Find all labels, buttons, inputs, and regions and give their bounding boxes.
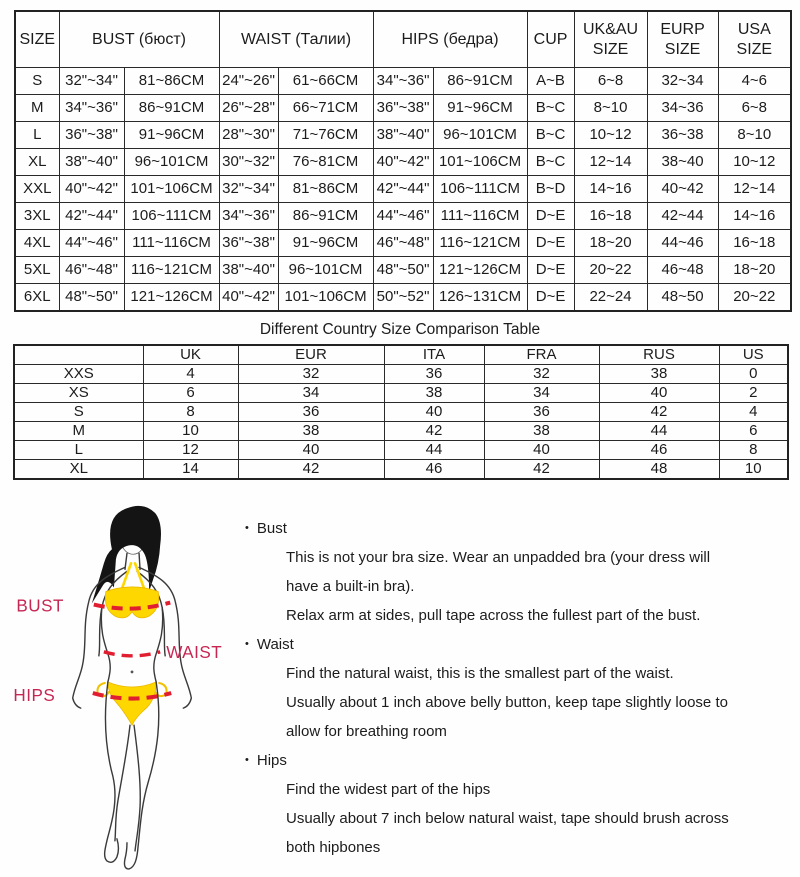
size-table-header-row bbox=[15, 11, 791, 68]
guide-text-line: Usually about 7 inch below natural waist, tape should brush across bbox=[286, 810, 729, 827]
size-cell-hips-in: 40"~42" bbox=[373, 149, 433, 176]
size-cell-usa: 4~6 bbox=[718, 68, 791, 95]
size-cell-hips-in: 36"~38" bbox=[373, 95, 433, 122]
waist-measure-line bbox=[104, 652, 160, 656]
comparison-cell: 14 bbox=[143, 460, 238, 480]
comparison-header-row bbox=[14, 345, 788, 365]
comparison-size-label: M bbox=[14, 422, 143, 441]
comparison-table-title: Different Country Size Comparison Table bbox=[259, 321, 541, 338]
size-cell-eurp: 42~44 bbox=[647, 203, 718, 230]
bullet-icon: • bbox=[245, 522, 249, 534]
size-cell-size: M bbox=[15, 95, 59, 122]
guide-item-waist bbox=[240, 630, 796, 746]
size-table-row bbox=[15, 122, 791, 149]
guide-label-text: Hips bbox=[256, 752, 287, 769]
comparison-cell: 38 bbox=[484, 422, 599, 441]
comparison-cell: 40 bbox=[384, 403, 484, 422]
size-cell-hips-cm: 106~111CM bbox=[433, 176, 527, 203]
size-cell-cup: D~E bbox=[527, 203, 574, 230]
size-cell-eurp: 40~42 bbox=[647, 176, 718, 203]
comparison-cell: 36 bbox=[384, 365, 484, 384]
size-cell-hips-cm: 101~106CM bbox=[433, 149, 527, 176]
comparison-col-ita: ITA bbox=[384, 345, 484, 365]
size-table-row bbox=[15, 257, 791, 284]
size-cell-waist-in: 24"~26" bbox=[219, 68, 278, 95]
comparison-col-blank bbox=[14, 345, 143, 365]
size-cell-hips-in: 46"~48" bbox=[373, 230, 433, 257]
size-cell-eurp: 34~36 bbox=[647, 95, 718, 122]
bikini-bottom bbox=[108, 682, 156, 725]
comparison-cell: 8 bbox=[719, 441, 788, 460]
measurement-figure bbox=[8, 503, 250, 873]
comparison-size-label: XXS bbox=[14, 365, 143, 384]
size-cell-cup: B~C bbox=[527, 95, 574, 122]
comparison-cell: 36 bbox=[238, 403, 384, 422]
comparison-cell: 34 bbox=[484, 384, 599, 403]
size-cell-uk-au: 12~14 bbox=[574, 149, 647, 176]
torso-right bbox=[154, 608, 163, 682]
comparison-col-rus: RUS bbox=[599, 345, 719, 365]
size-cell-waist-in: 32"~34" bbox=[219, 176, 278, 203]
guide-text-line: both hipbones bbox=[286, 839, 381, 856]
guide-label-text: Bust bbox=[256, 520, 287, 537]
guide-item-hips bbox=[240, 746, 796, 862]
size-cell-eurp: 48~50 bbox=[647, 284, 718, 312]
size-cell-uk-au: 8~10 bbox=[574, 95, 647, 122]
size-cell-cup: A~B bbox=[527, 68, 574, 95]
bikini-top bbox=[105, 587, 158, 618]
comparison-cell: 46 bbox=[599, 441, 719, 460]
size-cell-hips-in: 38"~40" bbox=[373, 122, 433, 149]
comparison-cell: 12 bbox=[143, 441, 238, 460]
size-cell-eurp: 32~34 bbox=[647, 68, 718, 95]
size-cell-size: 5XL bbox=[15, 257, 59, 284]
size-table-row bbox=[15, 95, 791, 122]
size-cell-waist-cm: 96~101CM bbox=[278, 257, 373, 284]
navel-dot bbox=[131, 671, 134, 674]
size-cell-hips-in: 44"~46" bbox=[373, 203, 433, 230]
size-cell-usa: 10~12 bbox=[718, 149, 791, 176]
size-cell-waist-cm: 61~66CM bbox=[278, 68, 373, 95]
hips-label: HIPS bbox=[13, 686, 56, 706]
guide-text-line: allow for breathing room bbox=[286, 723, 447, 740]
comparison-cell: 38 bbox=[384, 384, 484, 403]
guide-label-hips bbox=[240, 746, 796, 775]
comparison-cell: 4 bbox=[719, 403, 788, 422]
bullet-icon: • bbox=[245, 754, 249, 766]
size-cell-waist-cm: 76~81CM bbox=[278, 149, 373, 176]
col-waist: WAIST (Талии) bbox=[219, 11, 373, 68]
comparison-row bbox=[14, 384, 788, 403]
col-hips: HIPS (бедра) bbox=[373, 11, 527, 68]
size-cell-hips-cm: 126~131CM bbox=[433, 284, 527, 312]
size-cell-eurp: 44~46 bbox=[647, 230, 718, 257]
size-cell-eurp: 36~38 bbox=[647, 122, 718, 149]
comparison-cell: 8 bbox=[143, 403, 238, 422]
comparison-cell: 42 bbox=[238, 460, 384, 480]
guide-item-bust bbox=[240, 514, 796, 630]
size-cell-waist-in: 40"~42" bbox=[219, 284, 278, 312]
comparison-cell: 4 bbox=[143, 365, 238, 384]
guide-text-line: Find the widest part of the hips bbox=[286, 781, 491, 798]
size-cell-usa: 6~8 bbox=[718, 95, 791, 122]
left-leg-outline bbox=[105, 682, 119, 862]
size-cell-bust-in: 34"~36" bbox=[59, 95, 124, 122]
size-cell-usa: 18~20 bbox=[718, 257, 791, 284]
comparison-cell: 32 bbox=[238, 365, 384, 384]
size-table-row bbox=[15, 230, 791, 257]
col-size: SIZE bbox=[15, 11, 59, 68]
comparison-cell: 44 bbox=[384, 441, 484, 460]
size-cell-bust-cm: 116~121CM bbox=[124, 257, 219, 284]
size-table-row bbox=[15, 284, 791, 312]
guide-label-waist bbox=[240, 630, 796, 659]
size-cell-cup: D~E bbox=[527, 230, 574, 257]
comparison-table bbox=[13, 344, 789, 480]
comparison-row bbox=[14, 422, 788, 441]
size-cell-size: XXL bbox=[15, 176, 59, 203]
size-cell-hips-cm: 111~116CM bbox=[433, 203, 527, 230]
comparison-cell: 40 bbox=[599, 384, 719, 403]
size-cell-bust-in: 44"~46" bbox=[59, 230, 124, 257]
size-cell-hips-in: 50"~52" bbox=[373, 284, 433, 312]
size-cell-bust-cm: 96~101CM bbox=[124, 149, 219, 176]
body-sketch-illustration bbox=[8, 503, 250, 873]
size-cell-cup: B~C bbox=[527, 149, 574, 176]
size-cell-bust-in: 32"~34" bbox=[59, 68, 124, 95]
size-cell-waist-in: 26"~28" bbox=[219, 95, 278, 122]
comparison-row bbox=[14, 441, 788, 460]
guide-text-line: Relax arm at sides, pull tape across the fullest part of the bust. bbox=[286, 607, 701, 624]
col-usa-size: USA SIZE bbox=[718, 11, 791, 68]
guide-text-line: This is not your bra size. Wear an unpadded bra (your dress will bbox=[286, 549, 711, 566]
size-cell-waist-in: 34"~36" bbox=[219, 203, 278, 230]
size-cell-uk-au: 6~8 bbox=[574, 68, 647, 95]
size-cell-hips-cm: 86~91CM bbox=[433, 68, 527, 95]
size-cell-hips-in: 42"~44" bbox=[373, 176, 433, 203]
size-cell-hips-cm: 91~96CM bbox=[433, 95, 527, 122]
comparison-cell: 10 bbox=[719, 460, 788, 480]
comparison-cell: 40 bbox=[484, 441, 599, 460]
torso-left bbox=[101, 608, 110, 682]
guide-label-bust bbox=[240, 514, 796, 543]
size-table-row bbox=[15, 176, 791, 203]
size-cell-waist-cm: 91~96CM bbox=[278, 230, 373, 257]
size-cell-bust-cm: 101~106CM bbox=[124, 176, 219, 203]
comparison-cell: 38 bbox=[238, 422, 384, 441]
size-cell-waist-in: 36"~38" bbox=[219, 230, 278, 257]
size-table-row bbox=[15, 149, 791, 176]
comparison-col-uk: UK bbox=[143, 345, 238, 365]
size-cell-hips-cm: 116~121CM bbox=[433, 230, 527, 257]
size-cell-bust-cm: 91~96CM bbox=[124, 122, 219, 149]
size-table-row bbox=[15, 68, 791, 95]
size-cell-bust-in: 40"~42" bbox=[59, 176, 124, 203]
size-cell-waist-in: 30"~32" bbox=[219, 149, 278, 176]
comparison-cell: 46 bbox=[384, 460, 484, 480]
comparison-cell: 36 bbox=[484, 403, 599, 422]
size-cell-usa: 12~14 bbox=[718, 176, 791, 203]
size-cell-hips-cm: 96~101CM bbox=[433, 122, 527, 149]
size-cell-waist-cm: 86~91CM bbox=[278, 203, 373, 230]
size-cell-hips-in: 48"~50" bbox=[373, 257, 433, 284]
comparison-cell: 10 bbox=[143, 422, 238, 441]
size-cell-size: S bbox=[15, 68, 59, 95]
size-cell-size: 4XL bbox=[15, 230, 59, 257]
size-cell-size: XL bbox=[15, 149, 59, 176]
comparison-col-eur: EUR bbox=[238, 345, 384, 365]
size-cell-uk-au: 10~12 bbox=[574, 122, 647, 149]
guide-text-line: Find the natural waist, this is the smallest part of the waist. bbox=[286, 665, 674, 682]
comparison-row bbox=[14, 403, 788, 422]
size-cell-waist-in: 38"~40" bbox=[219, 257, 278, 284]
size-cell-size: 6XL bbox=[15, 284, 59, 312]
size-cell-usa: 20~22 bbox=[718, 284, 791, 312]
size-cell-waist-cm: 71~76CM bbox=[278, 122, 373, 149]
comparison-cell: 38 bbox=[599, 365, 719, 384]
size-cell-usa: 8~10 bbox=[718, 122, 791, 149]
comparison-size-label: L bbox=[14, 441, 143, 460]
size-cell-bust-cm: 106~111CM bbox=[124, 203, 219, 230]
bust-label: BUST bbox=[16, 596, 64, 616]
size-table bbox=[14, 10, 792, 312]
size-cell-waist-cm: 81~86CM bbox=[278, 176, 373, 203]
size-cell-waist-cm: 101~106CM bbox=[278, 284, 373, 312]
comparison-size-label: XL bbox=[14, 460, 143, 480]
size-cell-hips-cm: 121~126CM bbox=[433, 257, 527, 284]
comparison-cell: 44 bbox=[599, 422, 719, 441]
comparison-cell: 48 bbox=[599, 460, 719, 480]
size-cell-bust-cm: 111~116CM bbox=[124, 230, 219, 257]
size-cell-bust-cm: 86~91CM bbox=[124, 95, 219, 122]
comparison-cell: 42 bbox=[384, 422, 484, 441]
size-cell-uk-au: 16~18 bbox=[574, 203, 647, 230]
size-cell-uk-au: 18~20 bbox=[574, 230, 647, 257]
waist-label: WAIST bbox=[166, 642, 223, 662]
size-cell-cup: B~D bbox=[527, 176, 574, 203]
comparison-cell: 32 bbox=[484, 365, 599, 384]
size-cell-uk-au: 22~24 bbox=[574, 284, 647, 312]
comparison-cell: 6 bbox=[143, 384, 238, 403]
size-cell-waist-cm: 66~71CM bbox=[278, 95, 373, 122]
comparison-row bbox=[14, 460, 788, 480]
size-cell-cup: D~E bbox=[527, 257, 574, 284]
size-cell-eurp: 38~40 bbox=[647, 149, 718, 176]
size-cell-bust-in: 48"~50" bbox=[59, 284, 124, 312]
size-cell-usa: 14~16 bbox=[718, 203, 791, 230]
size-cell-bust-in: 42"~44" bbox=[59, 203, 124, 230]
measure-guide bbox=[240, 514, 796, 862]
size-cell-uk-au: 20~22 bbox=[574, 257, 647, 284]
size-cell-cup: D~E bbox=[527, 284, 574, 312]
size-cell-bust-in: 38"~40" bbox=[59, 149, 124, 176]
size-cell-waist-in: 28"~30" bbox=[219, 122, 278, 149]
col-bust: BUST (бюст) bbox=[59, 11, 219, 68]
col-cup: CUP bbox=[527, 11, 574, 68]
col-eurp-size: EURP SIZE bbox=[647, 11, 718, 68]
size-table-row bbox=[15, 203, 791, 230]
left-leg-inner bbox=[115, 725, 130, 841]
bullet-icon: • bbox=[245, 638, 249, 650]
comparison-cell: 2 bbox=[719, 384, 788, 403]
size-cell-size: L bbox=[15, 122, 59, 149]
size-cell-eurp: 46~48 bbox=[647, 257, 718, 284]
size-cell-bust-in: 36"~38" bbox=[59, 122, 124, 149]
comparison-cell: 0 bbox=[719, 365, 788, 384]
size-cell-bust-cm: 81~86CM bbox=[124, 68, 219, 95]
size-cell-size: 3XL bbox=[15, 203, 59, 230]
size-cell-hips-in: 34"~36" bbox=[373, 68, 433, 95]
guide-text-line: Usually about 1 inch above belly button, keep tape slightly loose to bbox=[286, 694, 728, 711]
comparison-size-label: S bbox=[14, 403, 143, 422]
comparison-cell: 40 bbox=[238, 441, 384, 460]
col-uk-au-size: UK&AU SIZE bbox=[574, 11, 647, 68]
size-cell-bust-in: 46"~48" bbox=[59, 257, 124, 284]
size-cell-usa: 16~18 bbox=[718, 230, 791, 257]
comparison-col-us: US bbox=[719, 345, 788, 365]
guide-text-line: have a built-in bra). bbox=[286, 578, 415, 595]
comparison-col-fra: FRA bbox=[484, 345, 599, 365]
size-cell-cup: B~C bbox=[527, 122, 574, 149]
comparison-cell: 42 bbox=[599, 403, 719, 422]
size-cell-uk-au: 14~16 bbox=[574, 176, 647, 203]
size-cell-bust-cm: 121~126CM bbox=[124, 284, 219, 312]
comparison-cell: 42 bbox=[484, 460, 599, 480]
comparison-size-label: XS bbox=[14, 384, 143, 403]
comparison-row bbox=[14, 365, 788, 384]
comparison-cell: 6 bbox=[719, 422, 788, 441]
comparison-cell: 34 bbox=[238, 384, 384, 403]
guide-label-text: Waist bbox=[256, 636, 294, 653]
